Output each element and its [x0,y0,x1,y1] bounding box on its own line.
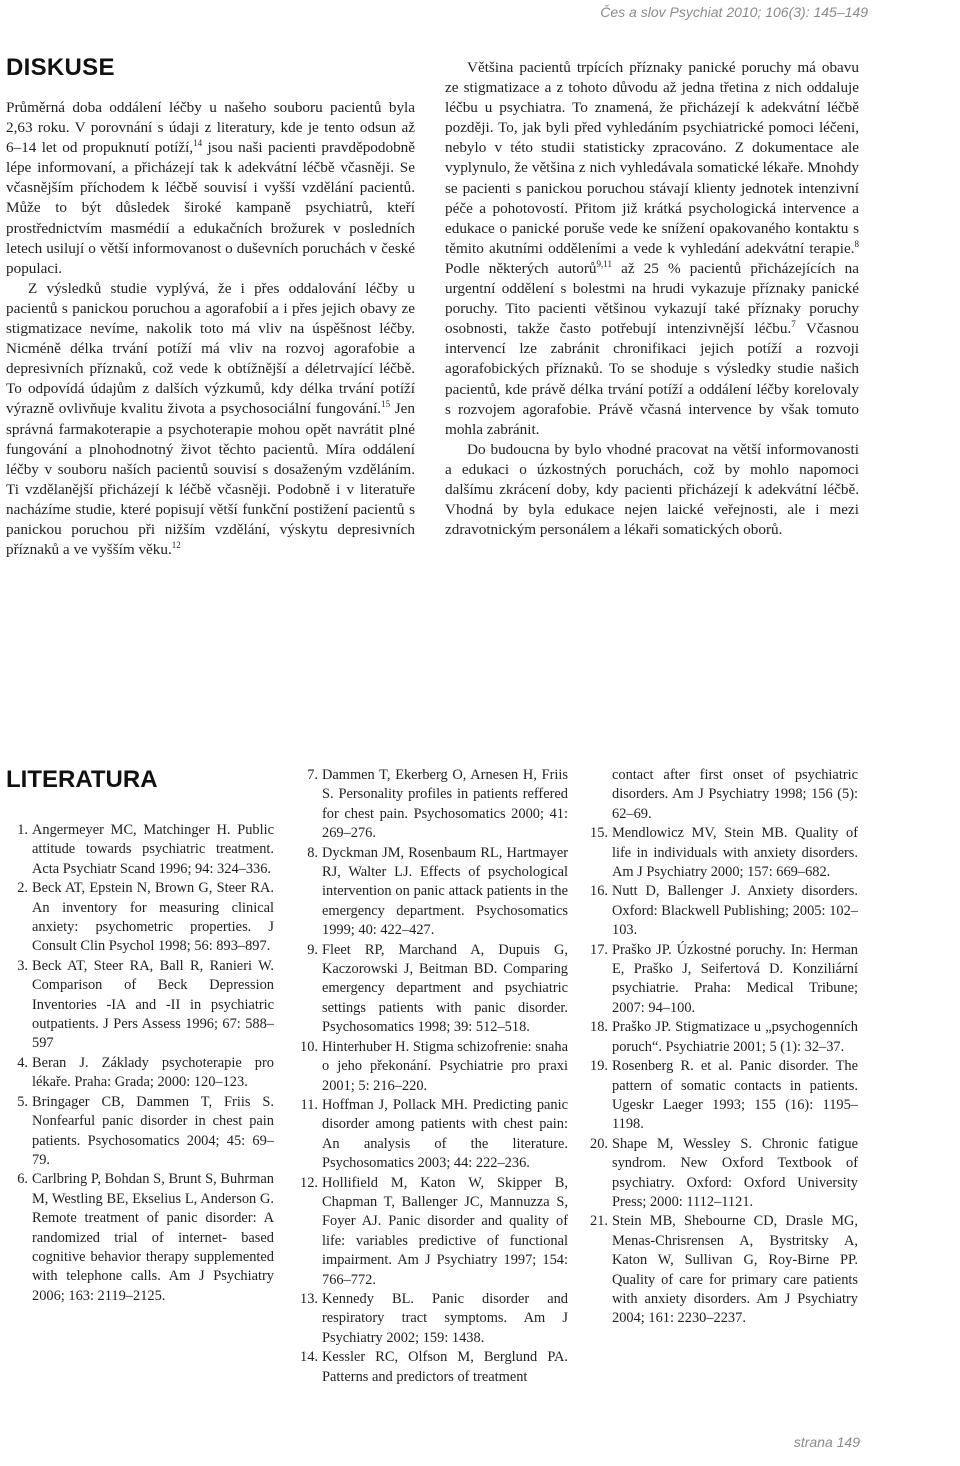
reference-text: Rosenberg R. et al. Panic disorder. The pattern of somatic contacts in patients. Ugeskr Laeger 1993; 155 (16): 1195–1198. [612,1058,858,1133]
citation-superscript: 15 [381,399,391,410]
reference-text: contact after first onset of psychiatric disorders. Am J Psychiatry 1998; 156 (5): 62–69. [612,767,858,822]
discussion-right-column [445,58,859,540]
reference-text: Kessler RC, Olfson M, Berglund PA. Patterns and predictors of treatment [322,1349,568,1385]
reference-number: 2. [17,880,28,897]
reference-item [6,1054,274,1093]
journal-citation: Čes a slov Psychiat 2010; 106(3): 145–149 [600,4,868,20]
reference-number: 11. [300,1096,318,1113]
references-column-2 [296,766,568,1387]
reference-item [296,1096,568,1174]
reference-item [6,821,274,879]
reference-text: Dammen T, Ekerberg O, Arnesen H, Friis S. Personality profiles in patients reffered for chest pain. Psychosomatics 2000; 41: 269–276. [322,767,568,842]
reference-text: Carlbring P, Bohdan S, Brunt S, Buhrman M, Westling BE, Ekselius L, Anderson G. Remote treatment of panic disorder: A randomized trial of internet- based cognitive behavior therapy supplemented with telephone calls. Am J Psychiatry 2006; 163: 2119–2125. [32,1171,274,1304]
reference-text: Angermeyer MC, Matchinger H. Public attitude towards psychiatric treatment. Acta Psychiatr Scand 1996; 94: 324–336. [32,822,274,877]
reference-text: Hollifield M, Katon W, Skipper B, Chapman T, Ballenger JC, Mannuzza S, Foyer AJ. Panic disorder and quality of life: variables predictive of functional impairment. Am J Psychiatry 1997; 154: 766–772. [322,1174,568,1288]
reference-item [296,1038,568,1096]
reference-number: 21. [590,1213,608,1230]
reference-item [586,882,858,940]
reference-text: Fleet RP, Marchand A, Dupuis G, Kaczorowski J, Beitman BD. Comparing emergency department and psychiatric settings patients with panic disorder. Psychosomatics 1998; 39: 512–518. [322,941,568,1036]
reference-number: 6. [17,1171,28,1188]
reference-item [6,879,274,957]
reference-number: 17. [590,941,608,958]
discussion-paragraph: Většina pacientů trpících příznaky panické poruchy má obavu ze stigmatizace a z tohoto důvodu až jedna třetina z nich oddaluje léčbu u psychiatra. To znamená, že přicházejí k adekvátní léčbě později. To, jak byli před vyhledáním psychiatrické pomoci léčeni, nebylo v této studii statisticky zpracováno. Z dokumentace ale vyplynulo, že většina z nich vyhledávala somatické lékaře. Mnohdy se pacienti s panickou poruchou stávají klienty jednotek intenzivní péče a pohotovostí. Přitom již krátká psychologická intervence a edukace o panické poruše vede ke snížení opakovaného kontaktu s těmito akutními odděleními a vede k vyhledání adekvátní terapie.$^8$ Podle některých autorů$^{9,11}$ až 25 % pacientů přicházejících na urgentní oddělení s bolestmi na hrudi vykazuje příznaky panické poruchy. Tito pacienti většinou vykazují také příznaky poruchy osobnosti, takže často potřebují intenzivnější léčbu.$^7$ Včasnou intervencí lze zabránit chronifikaci jejich potíží a rozvoji agorafobických příznaků. To se shoduje s výsledky studie našich pacientů, kde právě délka trvání potíží a oddálení léčby korelovaly s rozvojem agorafobie. Právě včasná intervence by však tomuto mohla zabránit. [445,59,859,438]
discussion-paragraph: Do budoucna by bylo vhodné pracovat na větší informovanosti a edukaci o úzkostných poruchách, což by mohlo napomoci dalšímu zkrácení doby, kdy pacienti přicházejí k adekvátní léčbě. Vhodná by byla edukace nejen laické veřejnosti, ale i mezi zdravotnickým personálem a lékaři somatických oborů. [445,440,859,539]
reference-item [586,1018,858,1057]
reference-item [586,1135,858,1213]
reference-number: 18. [590,1019,608,1036]
reference-text: Beck AT, Steer RA, Ball R, Ranieri W. Comparison of Beck Depression Inventories -IA and -II in psychiatric outpatients. J Pers Assess 1996; 67: 588–597 [32,957,274,1052]
reference-number: 7. [307,767,318,783]
reference-number: 19. [590,1058,608,1075]
reference-text: Stein MB, Shebourne CD, Drasle MG, Menas-Chrisrensen A, Bystritsky A, Katon W, Sullivan G, Roy-Birne PP. Quality of care for primary care patients with anxiety disorders. Am J Psychiatry 2004; 161: 2230–2237. [612,1213,858,1327]
reference-item [6,1093,274,1171]
reference-item [296,1174,568,1290]
citation-superscript: 7 [791,319,796,330]
reference-text: Beran J. Základy psychoterapie pro lékaře. Praha: Grada; 2000: 120–123. [32,1054,274,1091]
section-heading-diskuse: DISKUSE [6,54,115,81]
reference-item [586,941,858,1019]
reference-item [586,1057,858,1135]
reference-item [586,824,858,882]
reference-text: Hoffman J, Pollack MH. Predicting panic disorder among patients with chest pain: An analysis of the literature. Psychosomatics 2003; 44: 222–236. [322,1096,568,1172]
reference-text: Dyckman JM, Rosenbaum RL, Hartmayer RJ, Walter LJ. Effects of psychological intervention on panic attack patients in the emergency department. Psychosomatics 1999; 40: 422–427. [322,844,568,939]
reference-number: 14. [300,1349,318,1366]
reference-number: 1. [17,822,28,838]
reference-number: 20. [590,1135,608,1152]
references-column-1 [6,821,274,1306]
reference-number: 10. [300,1038,318,1055]
reference-item [6,1170,274,1306]
reference-text: Bringager CB, Dammen T, Friis S. Nonfearful panic disorder in chest pain patients. Psychosomatics 2004; 45: 69–79. [32,1093,274,1168]
reference-text: Shape M, Wessley S. Chronic fatigue syndrom. New Oxford Textbook of psychiatry. Oxford: Oxford University Press; 2000: 1112–1121. [612,1135,858,1210]
reference-number: 5. [17,1093,28,1110]
reference-number: 15. [590,825,608,842]
reference-item [296,941,568,1038]
citation-superscript: 12 [171,540,181,551]
reference-item [296,844,568,941]
reference-item [586,766,858,824]
reference-item [586,1212,858,1328]
reference-number: 9. [307,941,318,958]
reference-number: 4. [17,1054,28,1071]
reference-text: Kennedy BL. Panic disorder and respiratory tract symptoms. Am J Psychiatry 2002; 159: 1438. [322,1290,568,1346]
reference-item [296,766,568,844]
reference-number: 16. [590,883,608,900]
references-column-3 [586,766,858,1329]
reference-number: 12. [300,1174,318,1191]
reference-text: Beck AT, Epstein N, Brown G, Steer RA. An inventory for measuring clinical anxiety: psychometric properties. J Consult Clin Psychol 1998; 56: 893–897. [32,880,274,955]
reference-text: Mendlowicz MV, Stein MB. Quality of life in individuals with anxiety disorders. Am J Psychiatry 2000; 157: 669–682. [612,825,858,881]
page-number: strana 149 [793,1434,860,1450]
citation-superscript: 14 [193,138,203,149]
citation-superscript: 9,11 [596,258,612,269]
discussion-paragraph: Průměrná doba oddálení léčby u našeho souboru pacientů byla 2,63 roku. V porovnání s údaji z literatury, kde je tento odsun až 6–14 let od propuknutí potíží,$^{14}$ jsou naši pacienti pravděpodobně lépe informovaní, a přicházejí tak k adekvátní léčbě včasněji. Se včasnějším příchodem k léčbě souvisí i vyšší vzdělání pacientů. Může to být důsledek široké kampaně psychiatrů, kteří prostřednictvím masmédií a edukačních brožurek v posledních letech usilují o větší informovanost o duševních poruchách v české populaci. [6,99,415,277]
discussion-left-column [6,98,415,560]
reference-number: 13. [300,1290,318,1307]
reference-number: 8. [307,844,318,861]
reference-item [6,957,274,1054]
reference-number: 3. [17,957,28,974]
section-heading-literatura: LITERATURA [6,766,158,793]
reference-text: Praško JP. Úzkostné poruchy. In: Herman E, Praško J, Seifertová D. Konziliární psychiatrie. Praha: Medical Tribune; 2007: 94–100. [612,941,858,1016]
reference-text: Hinterhuber H. Stigma schizofrenie: snaha o jeho překonání. Psychiatrie pro praxi 2001; 5: 216–220. [322,1038,568,1094]
reference-text: Praško JP. Stigmatizace u „psychogenních poruch“. Psychiatrie 2001; 5 (1): 32–37. [612,1019,858,1055]
reference-item [296,1290,568,1348]
discussion-paragraph: Z výsledků studie vyplývá, že i přes oddalování léčby u pacientů s panickou poruchou a agorafobií a i přes jejich obavy ze stigmatizace nevíme, nakolik toto má vliv na úspěšnost léčby. Nicméně délka trvání potíží má vliv na rozvoj agorafobie a depresivních příznaků, což vede k obtížnější a déletrvající léčbě. To odpovídá údajům z dalších výzkumů, kdy délka trvání potíží výrazně ovlivňuje kvalitu života a psychosociální fungování.$^{15}$ Jen správná farmakoterapie a psychoterapie mohou opět navrátit plné fungování a plnohodnotný život těchto pacientů. Míra oddálení léčby v souboru naších pacientů souvisí s dosaženým vzděláním. Ti vzdělanější přicházejí k léčbě včasněji. Podobně i v literatuře nacházíme studie, které popisují větší funkční postižení pacientů s panickou poruchou při nižším vzdělání, výskytu depresivních příznaků a ve vyšším věku.$^{12}$ [6,279,416,559]
reference-item [296,1348,568,1387]
reference-text: Nutt D, Ballenger J. Anxiety disorders. Oxford: Blackwell Publishing; 2005: 102–103. [612,883,858,939]
citation-superscript: 8 [854,238,859,249]
